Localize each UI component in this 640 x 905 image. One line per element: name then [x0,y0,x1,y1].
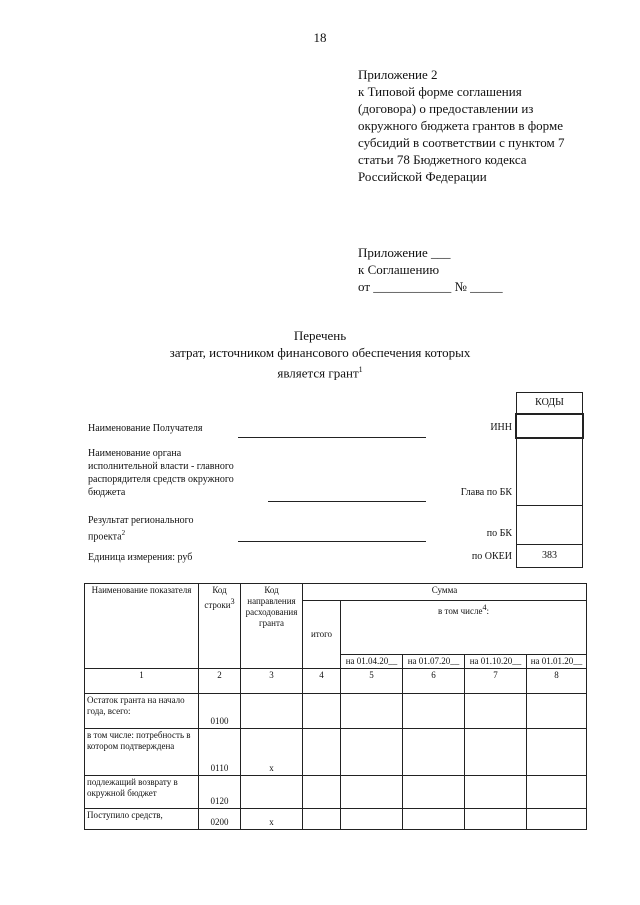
authority-line: Наименование органа [88,448,182,459]
appendix-reference [358,66,598,185]
agreement-line: к Соглашению [358,262,440,277]
page-number: 18 [313,30,327,45]
codes-header: КОДЫ [517,393,582,414]
authority-input-line[interactable] [268,501,426,502]
authority-line: бюджета [88,487,126,498]
value-cell[interactable] [465,729,527,776]
header-direction-code: Код направления расходования гранта [241,584,303,669]
header-sum: Сумма [303,584,587,601]
row-code: 0200 [199,809,241,830]
value-cell[interactable] [465,694,527,729]
column-number: 7 [465,669,527,694]
value-cell[interactable] [527,809,587,830]
authority-line: распорядителя средств окружного [88,474,234,485]
glava-bk-code-cell[interactable] [517,437,582,506]
agreement-reference [358,244,598,295]
appendix-line: статьи 78 Бюджетного кодекса [358,152,527,167]
appendix-line: Российской Федерации [358,169,487,184]
row-code: 0100 [199,694,241,729]
value-cell[interactable] [527,694,587,729]
title-line-3-text: является грант [277,365,359,381]
result-label-line-2 [88,527,125,543]
value-cell[interactable] [303,729,341,776]
column-number: 3 [241,669,303,694]
bk-label: по БК [486,528,512,539]
header-date-q4: на 01.01.20__ [527,655,587,669]
agreement-line: Приложение ___ [358,245,451,260]
value-cell[interactable] [303,776,341,809]
header-line-code [199,584,241,669]
recipient-input-line[interactable] [238,437,426,438]
value-cell[interactable] [403,694,465,729]
title-line-3 [0,361,640,381]
column-numbers-row [85,669,587,694]
header-date-q3: на 01.10.20__ [465,655,527,669]
value-cell[interactable] [465,776,527,809]
okei-label: по ОКЕИ [471,551,512,562]
title-line-1: Перечень [293,328,347,343]
result-label-line-1: Результат регионального [88,515,194,526]
value-cell[interactable] [403,809,465,830]
codes-column [516,392,583,568]
table-row [85,776,587,809]
table-row [85,809,587,830]
appendix-line: (договора) о предоставлении из [358,101,534,116]
grant-expenses-table [84,583,587,830]
column-number: 1 [85,669,199,694]
appendix-line: Приложение 2 [358,67,438,82]
appendix-line: субсидий в соответствии с пунктом 7 [358,135,565,150]
value-cell[interactable] [527,776,587,809]
column-number: 8 [527,669,587,694]
column-number: 6 [403,669,465,694]
value-cell[interactable] [341,729,403,776]
value-cell[interactable] [403,729,465,776]
glava-bk-label: Глава по БК [460,487,512,498]
row-code: 0110 [199,729,241,776]
header-including-text: в том числе [438,606,483,616]
row-name: Поступило средств, [85,809,199,830]
row-name: в том числе: потребность в котором подтверждена [85,729,199,776]
table-row [85,729,587,776]
header-date-q1: на 01.04.20__ [341,655,403,669]
authority-block [88,447,234,499]
row-code: 0120 [199,776,241,809]
column-number: 4 [303,669,341,694]
row-name: подлежащий возврату в окружной бюджет [85,776,199,809]
inn-code-cell[interactable] [515,413,584,439]
header-including: в том числе$^4$: [341,601,587,655]
value-cell[interactable] [527,729,587,776]
value-cell[interactable] [303,694,341,729]
value-cell[interactable] [341,694,403,729]
okei-code-cell: 383 [542,550,557,561]
row-direction[interactable]: x [241,729,303,776]
footnote-ref: 2 [121,529,126,537]
header-indicator-name: Наименование показателя [85,584,199,669]
header-line-code-text: Код строки [204,585,231,610]
header-total: итого [303,601,341,669]
recipient-label: Наименование Получателя [88,423,203,434]
value-cell[interactable] [403,776,465,809]
column-number: 5 [341,669,403,694]
column-number: 2 [199,669,241,694]
document-title [0,327,640,381]
unit-label: Единица измерения: руб [88,552,193,563]
row-direction[interactable] [241,694,303,729]
footnote-ref: 1 [358,365,363,374]
result-label-text: проекта [88,531,122,543]
value-cell[interactable] [303,809,341,830]
row-direction[interactable]: x [241,809,303,830]
row-name: Остаток гранта на начало года, всего: [85,694,199,729]
appendix-line: окружного бюджета грантов в форме [358,118,563,133]
row-direction[interactable] [241,776,303,809]
appendix-line: к Типовой форме соглашения [358,84,522,99]
table-row [85,694,587,729]
header-date-q2: на 01.07.20__ [403,655,465,669]
footnote-ref: 4 [482,603,487,612]
value-cell[interactable] [341,809,403,830]
inn-label: ИНН [490,422,512,433]
agreement-line: от ____________ № _____ [358,279,503,294]
authority-line: исполнительной власти - главного [88,461,234,472]
footnote-ref: 3 [230,597,235,606]
value-cell[interactable] [465,809,527,830]
result-input-line[interactable] [238,541,426,542]
bk-code-cell[interactable] [517,506,582,545]
value-cell[interactable] [341,776,403,809]
title-line-2: затрат, источником финансового обеспечения которых [169,345,471,360]
